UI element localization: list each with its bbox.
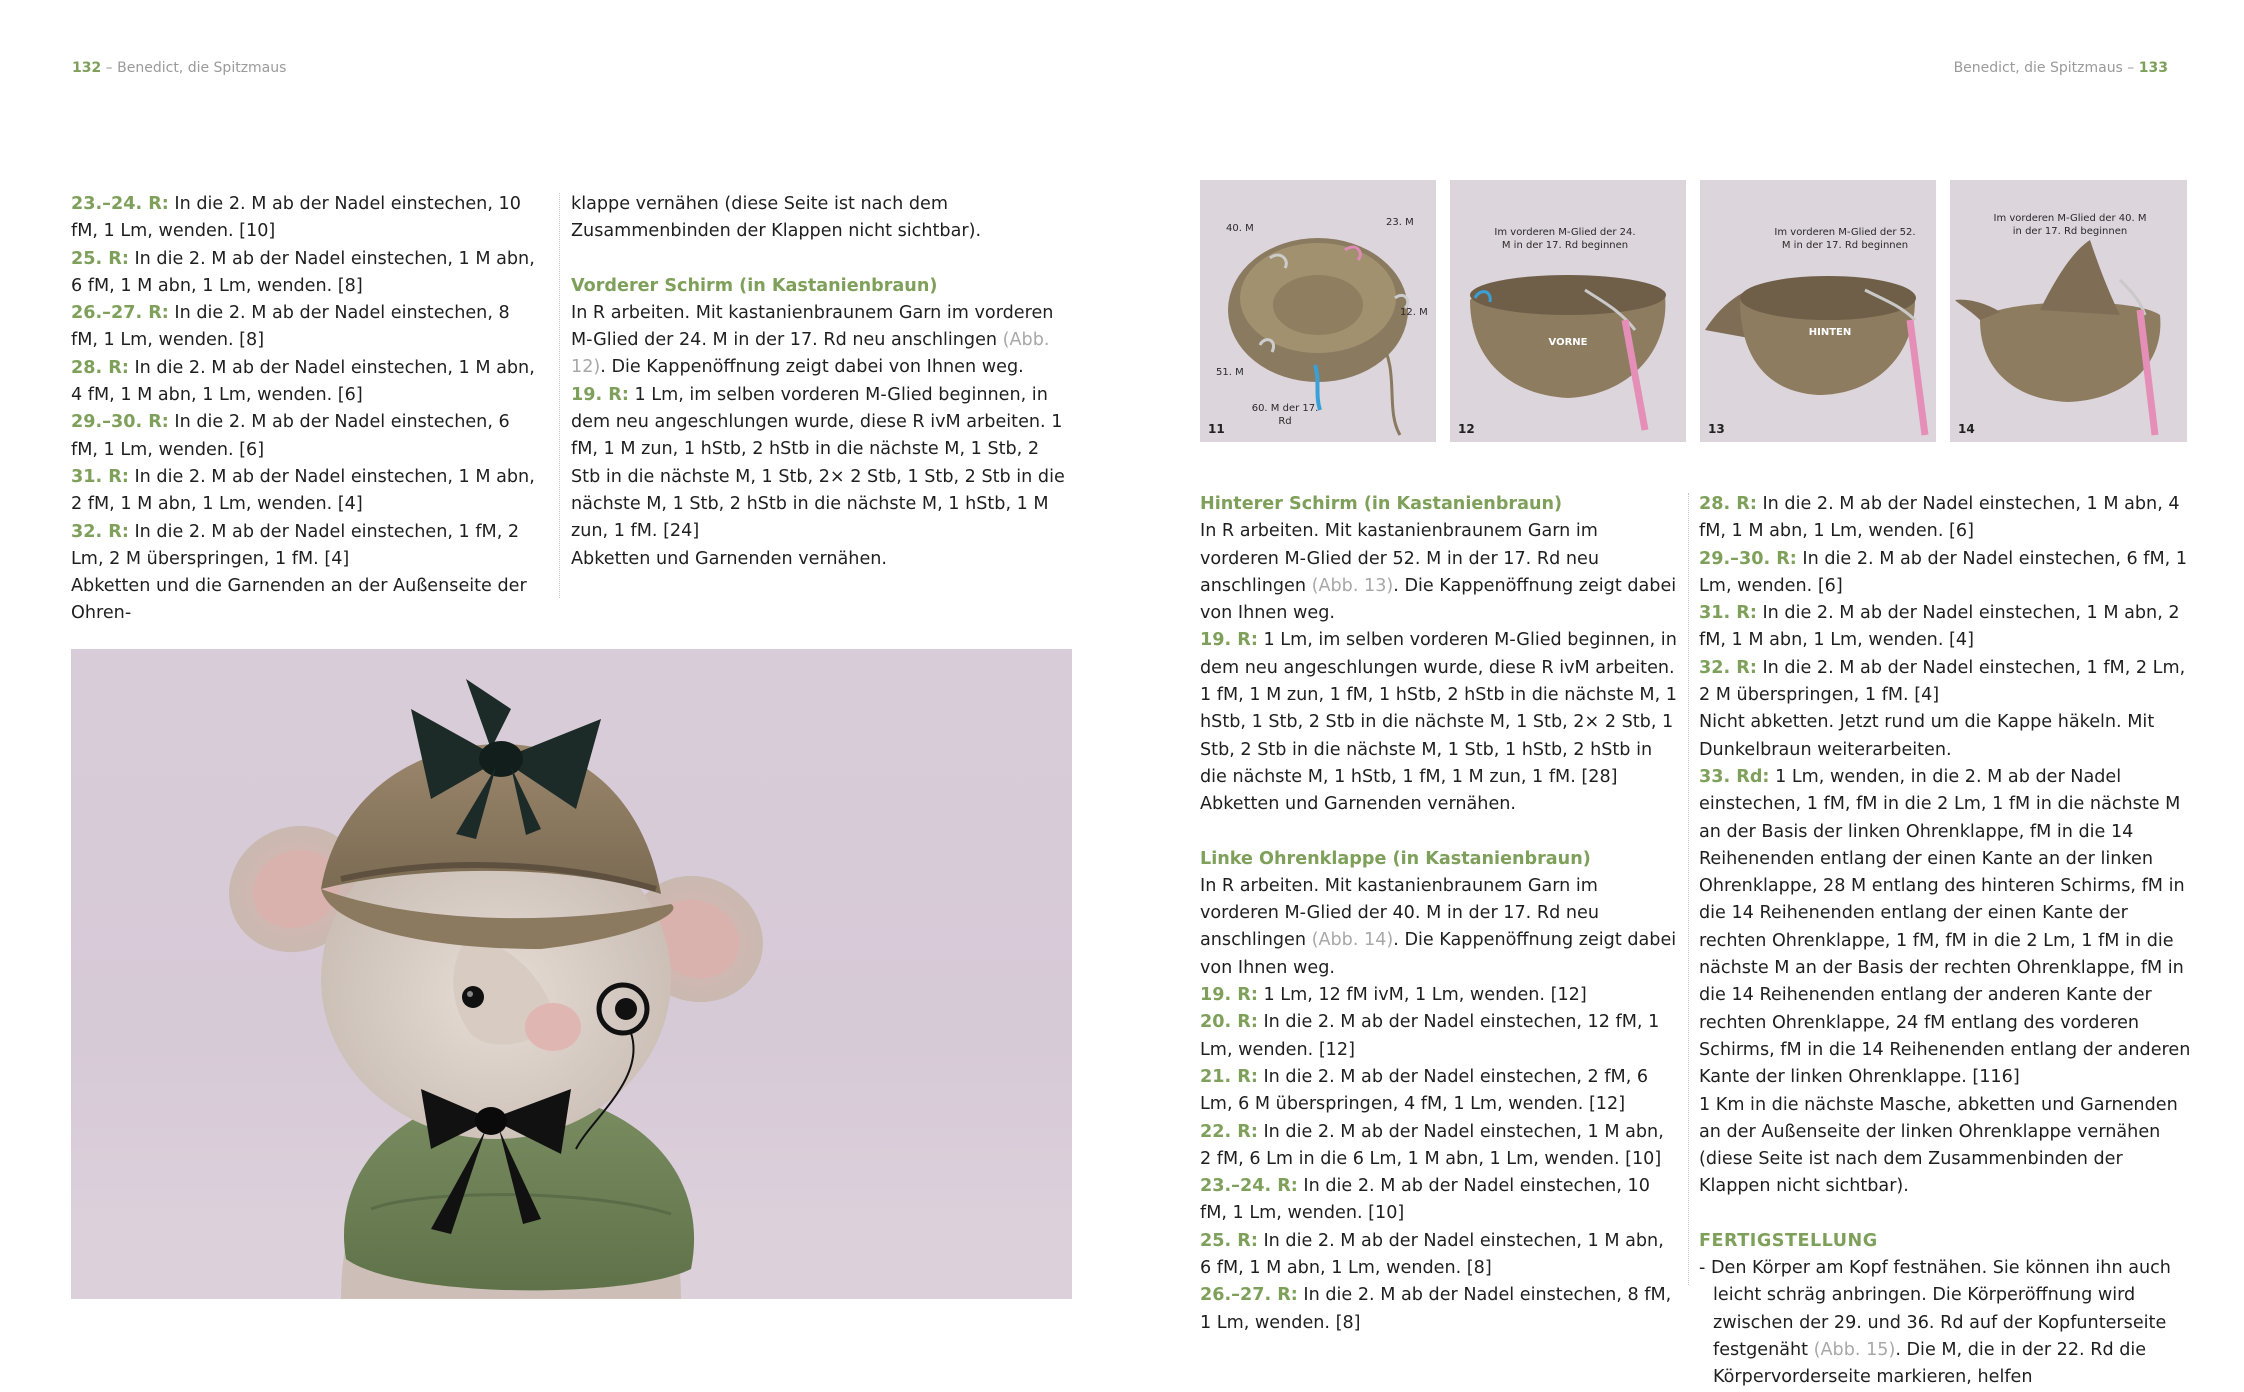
running-title-left: Benedict, die Spitzmaus xyxy=(117,60,287,76)
right-page-column-2 xyxy=(1699,491,2199,1392)
step-image-11 xyxy=(1200,180,1436,442)
figure-reference: (Abb. 13) xyxy=(1311,575,1394,596)
left-page-column-1 xyxy=(71,191,536,628)
mouse-illustration xyxy=(71,649,1072,1299)
row-instruction: 32. R: In die 2. M ab der Nadel einstechen, 1 fM, 2 Lm, 2 M überspringen, 1 fM. [4] xyxy=(71,521,520,569)
row-instruction: 23.–24. R: In die 2. M ab der Nadel einstechen, 10 fM, 1 Lm, wenden. [10] xyxy=(71,194,521,242)
step-image-12 xyxy=(1450,180,1686,442)
row-instruction: 19. R: 1 Lm, im selben vorderen M-Glied beginnen, in dem neu angeschlungen wurde, diese R ivM arbeiten. 1 fM, 1 M zun, 1 hStb, 2 hStb in die nächste M, 1 Stb, 2 Stb in die nächste M, 1 Stb, 2× 2 Stb, 1 Stb, 2 Stb in die nächste M, 1 Stb, 2 hStb in die nächste M, 1 hStb, 1 M zun, 1 fM. [24] xyxy=(571,384,1065,542)
section-heading: Hinterer Schirm (in Kastanienbraun) xyxy=(1200,494,1563,514)
thumb-label: Im vorderen M-Glied der 24. M in der 17. Rd beginnen xyxy=(1494,227,1636,251)
figure-reference: (Abb. 15) xyxy=(1813,1339,1896,1360)
row-instruction: 26.–27. R: In die 2. M ab der Nadel einstechen, 8 fM, 1 Lm, wenden. [8] xyxy=(71,303,510,351)
thumb-label: Im vorderen M-Glied der 40. M in der 17. Rd beginnen xyxy=(1993,213,2147,237)
paragraph: In R arbeiten. Mit kastanienbraunem Garn im vorderen M-Glied der 24. M in der 17. Rd neu anschlingen (Abb. 12). Die Kappenöffnung zeigt dabei von Ihnen weg. xyxy=(571,302,1054,378)
thumb-label: 23. M xyxy=(1386,217,1414,228)
column-divider xyxy=(559,193,560,598)
page-number-left: 132 xyxy=(72,60,102,76)
right-page-column-1 xyxy=(1200,491,1680,1337)
running-title-right: Benedict, die Spitzmaus xyxy=(1953,60,2123,76)
figure-reference: (Abb. 14) xyxy=(1311,930,1394,951)
running-head-right: Benedict, die Spitzmaus – 133 xyxy=(1953,60,2168,76)
figure-reference: (Abb. 12) xyxy=(571,330,1050,378)
left-page-column-2 xyxy=(571,191,1071,573)
row-instruction: 31. R: In die 2. M ab der Nadel einstechen, 1 M abn, 2 fM, 1 M abn, 1 Lm, wenden. [4] xyxy=(71,466,535,515)
row-instruction: 25. R: In die 2. M ab der Nadel einstechen, 1 M abn, 6 fM, 1 M abn, 1 Lm, wenden. [8] xyxy=(71,248,535,296)
crochet-cap-front-brim-illustration xyxy=(1450,180,1686,442)
row-instruction: 33. Rd: 1 Lm, wenden, in die 2. M ab der Nadel einstechen, 1 fM, fM in die 2 Lm, 1 fM in die nächste M an der Basis der linken Ohrenklappe, fM in die 14 Reihenenden entlang der einen Kante an der linken Ohrenklappe, 28 M entlang des hinteren Schirms, fM in die 14 Reihenenden entlang der einen Kante der rechten Ohrenklappe, 1 fM, fM in die 2 Lm, 1 fM in die nächste M an der Basis der rechten Ohrenklappe, fM in die 14 Reihenenden entlang der anderen Kante der rechten Ohrenklappe, 24 fM entlang des vorderen Schirms, fM in die 14 Reihenenden entlang der anderen Kante der linken Ohrenklappe. [116] xyxy=(1699,766,2191,1088)
running-head-left: 132 – Benedict, die Spitzmaus xyxy=(72,60,287,76)
section-heading: Linke Ohrenklappe (in Kastanienbraun) xyxy=(1200,848,1591,869)
crochet-cap-back-brim-illustration xyxy=(1700,180,1936,442)
page-number-right: 133 xyxy=(2138,60,2168,76)
thumb-label: VORNE xyxy=(1548,337,1588,348)
paragraph: In R arbeiten. Mit kastanienbraunem Garn im vorderen M-Glied der 40. M in der 17. Rd neu anschlingen (Abb. 14). Die Kappenöffnung zeigt dabei von Ihnen weg. xyxy=(1200,875,1677,978)
row-instruction: 28. R: In die 2. M ab der Nadel einstechen, 1 M abn, 4 fM, 1 M abn, 1 Lm, wenden. [6] xyxy=(71,357,535,406)
paragraph: Nicht abketten. Jetzt rund um die Kappe häkeln. Mit Dunkelbraun weiterarbeiten. xyxy=(1699,712,2155,760)
section-heading: Vorderer Schirm (in Kastanienbraun) xyxy=(571,275,938,296)
thumb-label: HINTEN xyxy=(1808,327,1852,338)
section-heading: FERTIGSTELLUNG xyxy=(1699,1230,1878,1251)
paragraph: Abketten und Garnenden vernähen. xyxy=(571,548,888,569)
step-image-13 xyxy=(1700,180,1936,442)
paragraph: Abketten und Garnenden vernähen. xyxy=(1200,794,1517,815)
thumb-label: 40. M xyxy=(1226,223,1254,234)
mouse-photo xyxy=(71,649,1072,1299)
thumb-label: 12. M xyxy=(1400,307,1428,318)
row-instruction: 28. R: In die 2. M ab der Nadel einstechen, 1 M abn, 4 fM, 1 M abn, 1 Lm, wenden. [6] xyxy=(1699,494,2180,542)
figure-number: 11 xyxy=(1208,422,1225,436)
row-instruction: 29.–30. R: In die 2. M ab der Nadel einstechen, 6 fM, 1 Lm, wenden. [6] xyxy=(71,412,510,460)
figure-number: 14 xyxy=(1958,422,1975,436)
row-instruction: 23.–24. R: In die 2. M ab der Nadel einstechen, 10 fM, 1 Lm, wenden. [10] xyxy=(1200,1176,1650,1224)
paragraph: klappe vernähen (diese Seite ist nach dem Zusammenbinden der Klappen nicht sichtbar). xyxy=(571,194,982,242)
row-instruction: 25. R: In die 2. M ab der Nadel einstechen, 1 M abn, 6 fM, 1 M abn, 1 Lm, wenden. [8] xyxy=(1200,1230,1664,1279)
list-item: - Den Körper am Kopf festnähen. Sie können ihn auch leicht schräg anbringen. Die Körperöffnung wird zwischen der 29. und 36. Rd auf der Kopfunterseite festgenäht (Abb. 15). Die M, die in der 22. Rd die Körpervorderseite markieren, helfen xyxy=(1699,1258,2171,1388)
row-instruction: 20. R: In die 2. M ab der Nadel einstechen, 12 fM, 1 Lm, wenden. [12] xyxy=(1200,1012,1660,1060)
paragraph: Abketten und die Garnenden an der Außenseite der Ohren- xyxy=(71,576,527,624)
thumb-label: 60. M der 17. Rd xyxy=(1251,403,1319,427)
row-instruction: 22. R: In die 2. M ab der Nadel einstechen, 1 M abn, 2 fM, 6 Lm in die 6 Lm, 1 M abn, 1 Lm, wenden. [10] xyxy=(1200,1121,1664,1169)
row-instruction: 21. R: In die 2. M ab der Nadel einstechen, 2 fM, 6 Lm, 6 M überspringen, 4 fM, 1 Lm, wenden. [12] xyxy=(1200,1066,1649,1115)
step-image-14 xyxy=(1950,180,2187,442)
paragraph: In R arbeiten. Mit kastanienbraunem Garn im vorderen M-Glied der 52. M in der 17. Rd neu anschlingen (Abb. 13). Die Kappenöffnung zeigt dabei von Ihnen weg. xyxy=(1200,521,1677,624)
figure-number: 12 xyxy=(1458,422,1475,436)
thumb-label: 51. M xyxy=(1216,367,1244,378)
row-instruction: 19. R: 1 Lm, im selben vorderen M-Glied beginnen, in dem neu angeschlungen wurde, diese R ivM arbeiten. 1 fM, 1 M zun, 1 fM, 1 hStb, 2 hStb in die nächste M, 1 hStb, 1 Stb, 2 Stb in die nächste M, 1 Stb, 2× 2 Stb, 1 Stb, 2 Stb in die nächste M, 1 Stb, 1 hStb, 2 hStb in die nächste M, 1 hStb, 1 fM, 1 M zun, 1 fM. [28] xyxy=(1200,630,1677,787)
row-instruction: 31. R: In die 2. M ab der Nadel einstechen, 1 M abn, 2 fM, 1 M abn, 1 Lm, wenden. [4] xyxy=(1699,603,2180,651)
row-instruction: 19. R: 1 Lm, 12 fM ivM, 1 Lm, wenden. [12] xyxy=(1200,985,1587,1006)
thumb-label: Im vorderen M-Glied der 52. M in der 17. Rd beginnen xyxy=(1774,227,1916,251)
figure-number: 13 xyxy=(1708,422,1725,436)
row-instruction: 26.–27. R: In die 2. M ab der Nadel einstechen, 8 fM, 1 Lm, wenden. [8] xyxy=(1200,1285,1672,1333)
row-instruction: 29.–30. R: In die 2. M ab der Nadel einstechen, 6 fM, 1 Lm, wenden. [6] xyxy=(1699,548,2188,596)
column-divider xyxy=(1688,493,1689,1285)
paragraph: 1 Km in die nächste Masche, abketten und Garnenden an der Außenseite der linken Ohrenklappe vernähen (diese Seite ist nach dem Zusammenbinden der Klappen nicht sichtbar). xyxy=(1699,1094,2178,1197)
row-instruction: 32. R: In die 2. M ab der Nadel einstechen, 1 fM, 2 Lm, 2 M überspringen, 1 fM. [4] xyxy=(1699,657,2186,706)
